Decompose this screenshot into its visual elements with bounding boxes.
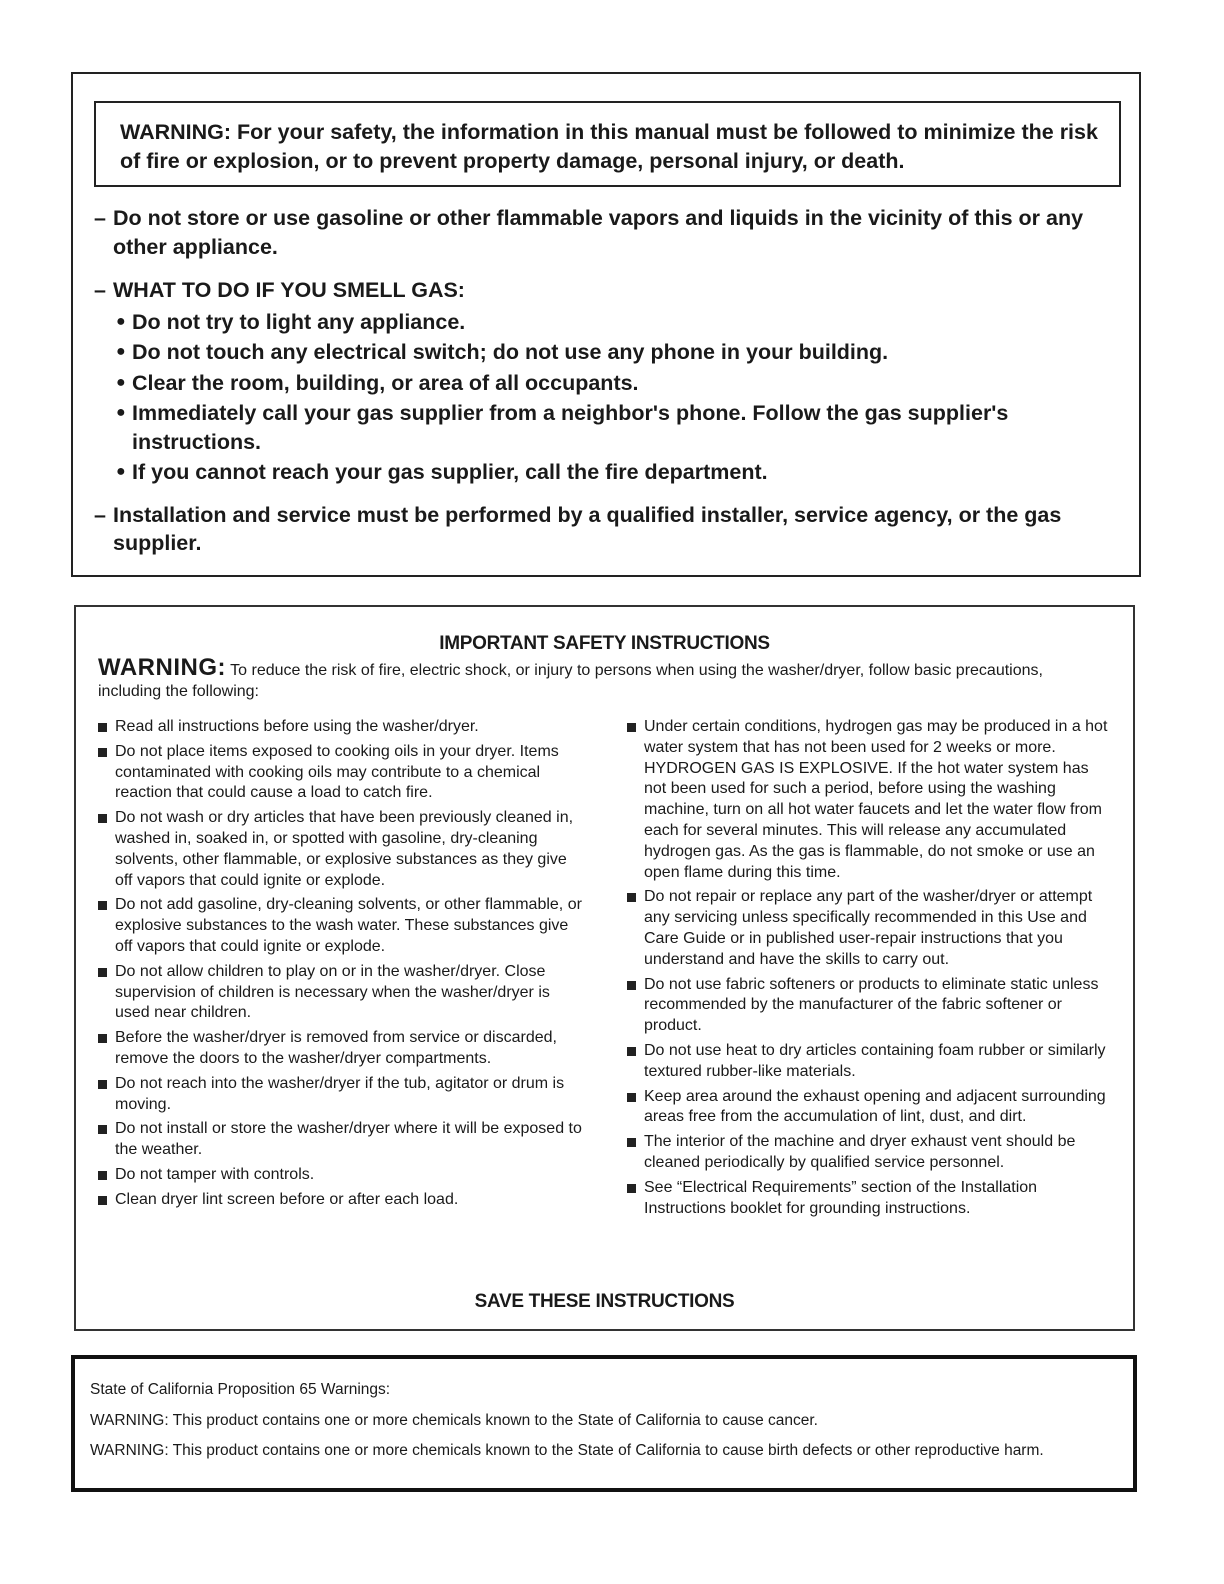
list-item bbox=[96, 895, 586, 957]
list-item bbox=[625, 1178, 1115, 1220]
list-item bbox=[94, 308, 1124, 337]
list-item bbox=[625, 1132, 1115, 1174]
list-item bbox=[96, 1028, 586, 1070]
list-item bbox=[94, 399, 1124, 456]
list-item bbox=[625, 717, 1115, 883]
bullet-icon: ● bbox=[116, 343, 126, 360]
square-bullet-icon bbox=[98, 901, 107, 910]
square-bullet-icon bbox=[98, 1171, 107, 1180]
item-text: The interior of the machine and dryer exhaust vent should be cleaned periodically by qualified service personnel. bbox=[644, 1133, 1076, 1171]
prop65-cancer-warning: WARNING: This product contains one or more chemicals known to the State of California to cause cancer. bbox=[90, 1411, 818, 1429]
step-text: Clear the room, building, or area of all occupants. bbox=[132, 370, 639, 395]
warning-label: WARNING: bbox=[98, 654, 226, 681]
item-text: Do not reach into the washer/dryer if the tub, agitator or drum is moving. bbox=[115, 1074, 565, 1113]
square-bullet-icon bbox=[627, 1093, 636, 1102]
item-text: Do not use fabric softeners or products to eliminate static unless recommended by the manufacturer of the fabric softener or product. bbox=[644, 975, 1099, 1035]
item-text: Keep area around the exhaust opening and adjacent surrounding areas free from the accumulation of lint, dust, and dirt. bbox=[644, 1087, 1106, 1126]
item-text: Do not wash or dry articles that have been previously cleaned in, washed in, soaked in, or spotted with gasoline, dry-cleaning solvents, other flammable, or explosive substances as they give off vapors that could ignite or explode. bbox=[115, 809, 574, 889]
square-bullet-icon bbox=[98, 1196, 107, 1205]
square-bullet-icon bbox=[98, 748, 107, 757]
list-item bbox=[625, 975, 1115, 1037]
item-text: Do not allow children to play on or in the washer/dryer. Close supervision of children is necessary when the washer/dryer is used near children. bbox=[115, 962, 550, 1022]
square-bullet-icon bbox=[627, 1138, 636, 1147]
square-bullet-icon bbox=[98, 1034, 107, 1043]
safety-intro-text: To reduce the risk of fire, electric shock, or injury to persons when using the washer/dryer, follow basic precautions, including the following: bbox=[98, 662, 1043, 700]
prop65-birth-defects-warning: WARNING: This product contains one or more chemicals known to the State of California to cause birth defects or other reproductive harm. bbox=[90, 1442, 1044, 1459]
list-item bbox=[96, 808, 586, 891]
list-item bbox=[96, 962, 586, 1024]
bullet-icon: ● bbox=[116, 312, 126, 330]
storage-warning-text: Do not store or use gasoline or other flammable vapors and liquids in the vicinity of this or any other appliance. bbox=[113, 206, 1084, 259]
list-item bbox=[94, 369, 1124, 398]
list-item bbox=[625, 887, 1115, 970]
installation-warning-text: Installation and service must be performed by a qualified installer, service agency, or the gas supplier. bbox=[113, 502, 1062, 555]
item-text: Do not install or store the washer/dryer where it will be exposed to the weather. bbox=[115, 1120, 582, 1159]
list-item bbox=[625, 1041, 1115, 1083]
step-text: If you cannot reach your gas supplier, call the fire department. bbox=[132, 460, 768, 484]
installation-warning bbox=[94, 501, 1124, 558]
item-text: Under certain conditions, hydrogen gas may be produced in a hot water system that has not been used for 2 weeks or more. HYDROGEN GAS IS EXPLOSIVE. If the hot water system has not been used for such a period, before using the washing machine, turn on all hot water faucets and let the water flow from each for several minutes. This will release any accumulated hydrogen gas. As the gas is flammable, do not smoke or use an open flame during this time. bbox=[644, 718, 1108, 881]
safety-right-column bbox=[625, 717, 1115, 1223]
save-instructions-footer: SAVE THESE INSTRUCTIONS bbox=[474, 1291, 735, 1312]
list-item bbox=[96, 742, 586, 804]
list-item bbox=[94, 458, 1124, 487]
step-text: Do not touch any electrical switch; do not use any phone in your building. bbox=[132, 340, 889, 364]
safety-left-column bbox=[96, 717, 586, 1215]
item-text: Before the washer/dryer is removed from service or discarded, remove the doors to the washer/dryer compartments. bbox=[115, 1029, 557, 1067]
square-bullet-icon bbox=[627, 1047, 636, 1056]
gas-warning-box bbox=[71, 72, 1141, 577]
safety-title: IMPORTANT SAFETY INSTRUCTIONS bbox=[439, 633, 770, 654]
prop65-box bbox=[71, 1355, 1137, 1492]
item-text: See “Electrical Requirements” section of the Installation Instructions booklet for grounding instructions. bbox=[644, 1178, 1038, 1217]
smell-gas-heading-text: WHAT TO DO IF YOU SMELL GAS: bbox=[113, 278, 465, 302]
bullet-icon: ● bbox=[116, 373, 126, 391]
list-item bbox=[96, 1119, 586, 1161]
item-text: Do not use heat to dry articles containing foam rubber or similarly textured rubber-like materials. bbox=[644, 1041, 1106, 1080]
list-item bbox=[625, 1087, 1115, 1129]
item-text: Read all instructions before using the washer/dryer. bbox=[115, 718, 479, 735]
item-text: Clean dryer lint screen before or after each load. bbox=[115, 1190, 459, 1208]
gas-warning-list bbox=[94, 204, 1124, 573]
storage-warning bbox=[94, 204, 1124, 261]
gas-warning-headline: WARNING: For your safety, the information in this manual must be followed to minimize the risk of fire or explosion, or to prevent property damage, personal injury, or death. bbox=[94, 101, 1121, 187]
dash-marker: – bbox=[94, 278, 106, 302]
square-bullet-icon bbox=[627, 893, 636, 902]
step-text: Immediately call your gas supplier from a neighbor's phone. Follow the gas supplier's instructions. bbox=[132, 401, 1009, 454]
square-bullet-icon bbox=[627, 981, 636, 990]
list-item bbox=[96, 1165, 586, 1186]
prop65-heading: State of California Proposition 65 Warnings: bbox=[90, 1381, 391, 1398]
dash-marker: – bbox=[94, 502, 106, 527]
dash-marker: – bbox=[94, 206, 106, 230]
smell-gas-heading bbox=[94, 276, 1124, 305]
item-text: Do not place items exposed to cooking oils in your dryer. Items contaminated with cooking oils may contribute to a chemical reaction that could cause a load to catch fire. bbox=[115, 742, 559, 802]
smell-gas-steps bbox=[94, 308, 1124, 487]
square-bullet-icon bbox=[98, 968, 107, 977]
bullet-icon: ● bbox=[116, 404, 126, 421]
item-text: Do not tamper with controls. bbox=[115, 1165, 315, 1183]
square-bullet-icon bbox=[98, 1125, 107, 1134]
square-bullet-icon bbox=[98, 814, 107, 823]
step-text: Do not try to light any appliance. bbox=[132, 309, 466, 334]
square-bullet-icon bbox=[98, 1080, 107, 1089]
list-item bbox=[96, 1074, 586, 1116]
list-item bbox=[96, 1190, 586, 1211]
item-text: Do not repair or replace any part of the washer/dryer or attempt any servicing unless specifically recommended in this Use and Care Guide or in published user-repair instructions that you understand and have the skills to carry out. bbox=[644, 888, 1093, 968]
square-bullet-icon bbox=[627, 723, 636, 732]
list-item bbox=[96, 717, 586, 738]
bullet-icon: ● bbox=[116, 463, 126, 480]
square-bullet-icon bbox=[98, 723, 107, 732]
safety-instructions-box bbox=[74, 605, 1135, 1331]
list-item bbox=[94, 338, 1124, 367]
item-text: Do not add gasoline, dry-cleaning solvents, or other flammable, or explosive substances to the wash water. These substances give off vapors that could ignite or explode. bbox=[115, 896, 582, 955]
square-bullet-icon bbox=[627, 1184, 636, 1193]
safety-intro bbox=[98, 654, 1098, 702]
